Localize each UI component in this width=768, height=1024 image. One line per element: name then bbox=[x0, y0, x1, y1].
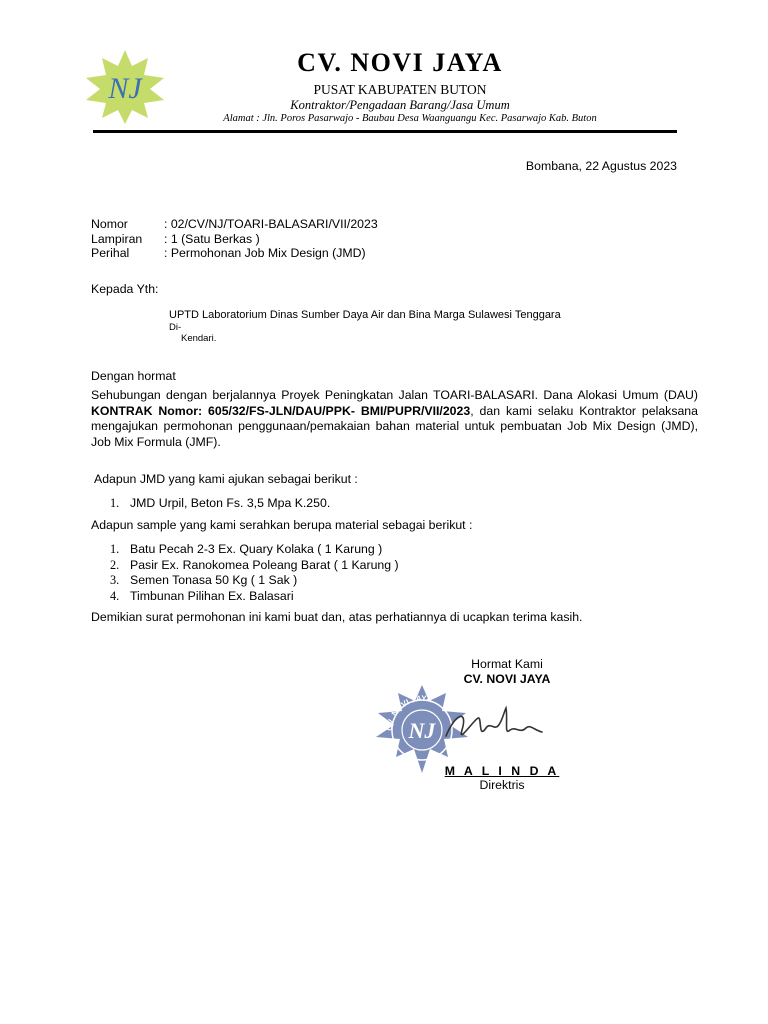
jmd-intro: Adapun JMD yang kami ajukan sebagai berikut : bbox=[94, 472, 358, 486]
meta-label: Lampiran bbox=[91, 232, 143, 246]
list-number: 1. bbox=[110, 496, 120, 510]
list-number: 2. bbox=[110, 557, 120, 572]
signer-title: Direktris bbox=[479, 778, 525, 792]
recipient-to-label: Kepada Yth: bbox=[91, 282, 159, 296]
logo-monogram: NJ bbox=[108, 72, 142, 105]
list-text: JMD Urpil, Beton Fs. 3,5 Mpa K.250. bbox=[130, 496, 331, 510]
recipient-di: Di- bbox=[169, 322, 182, 333]
meta-label: Nomor bbox=[91, 217, 128, 231]
letter-date: Bombana, 22 Agustus 2023 bbox=[525, 159, 677, 173]
body-paragraph-start: Sehubungan dengan berjalannya Proyek Peningkatan Jalan TOARI-BALASARI. Dana Alokasi Umum (DAU) bbox=[91, 388, 698, 402]
list-number: 1. bbox=[110, 542, 120, 556]
salutation: Dengan hormat bbox=[91, 369, 176, 383]
recipient-name: UPTD Laboratorium Dinas Sumber Daya Air dan Bina Marga Sulawesi Tenggara bbox=[169, 309, 561, 321]
list-text: Timbunan Pilihan Ex. Balasari bbox=[130, 588, 294, 603]
body-paragraph bbox=[91, 388, 698, 450]
stamp-monogram: NJ bbox=[408, 718, 436, 743]
regards: Hormat Kami bbox=[471, 657, 543, 671]
recipient-city: Kendari. bbox=[181, 333, 217, 344]
body-paragraph-end: , dan kami selaku Kontraktor pelaksana mengajukan permohonan penggunaan/pemakaian bahan material untuk pembuatan Job Mix Design (JMD), Job Mix Formula (JMF). bbox=[91, 403, 698, 449]
meta-value: : 02/CV/NJ/TOARI-BALASARI/VII/2023 bbox=[164, 217, 378, 231]
meta-label: Perihal bbox=[91, 246, 130, 260]
company-subtitle: PUSAT KABUPATEN BUTON bbox=[313, 82, 487, 97]
letterhead-divider bbox=[93, 130, 677, 133]
signature-stroke bbox=[446, 708, 542, 736]
contract-number: KONTRAK Nomor: 605/32/FS-JLN/DAU/PPK- BMI/PUPR/VII/2023 bbox=[91, 403, 471, 418]
company-address: Alamat : Jln. Poros Pasarwajo - Baubau Desa Waanguangu Kec. Pasarwajo Kab. Buton bbox=[223, 113, 597, 124]
list-text: Pasir Ex. Ranokomea Poleang Barat ( 1 Karung ) bbox=[130, 557, 399, 572]
sample-intro: Adapun sample yang kami serahkan berupa material sebagai berikut : bbox=[91, 518, 473, 532]
list-number: 3. bbox=[110, 573, 120, 587]
company-business-line: Kontraktor/Pengadaan Barang/Jasa Umum bbox=[290, 98, 510, 112]
signer-name: M A L I N D A bbox=[444, 764, 560, 778]
closing-sentence: Demikian surat permohonan ini kami buat dan, atas perhatiannya di ucapkan terima kasih. bbox=[91, 610, 583, 624]
list-number: 4. bbox=[110, 588, 120, 603]
meta-value: : 1 (Satu Berkas ) bbox=[164, 232, 260, 246]
meta-value: : Permohonan Job Mix Design (JMD) bbox=[164, 246, 366, 260]
stamp-ring-text: CV. NOVI JAYA bbox=[384, 693, 433, 732]
list-text: Semen Tonasa 50 Kg ( 1 Sak ) bbox=[130, 573, 298, 587]
list-text: Batu Pecah 2-3 Ex. Quary Kolaka ( 1 Karung ) bbox=[130, 542, 383, 556]
handwritten-signature bbox=[438, 700, 550, 756]
signer-company: CV. NOVI JAYA bbox=[463, 672, 551, 686]
company-name: CV. NOVI JAYA bbox=[297, 48, 503, 77]
